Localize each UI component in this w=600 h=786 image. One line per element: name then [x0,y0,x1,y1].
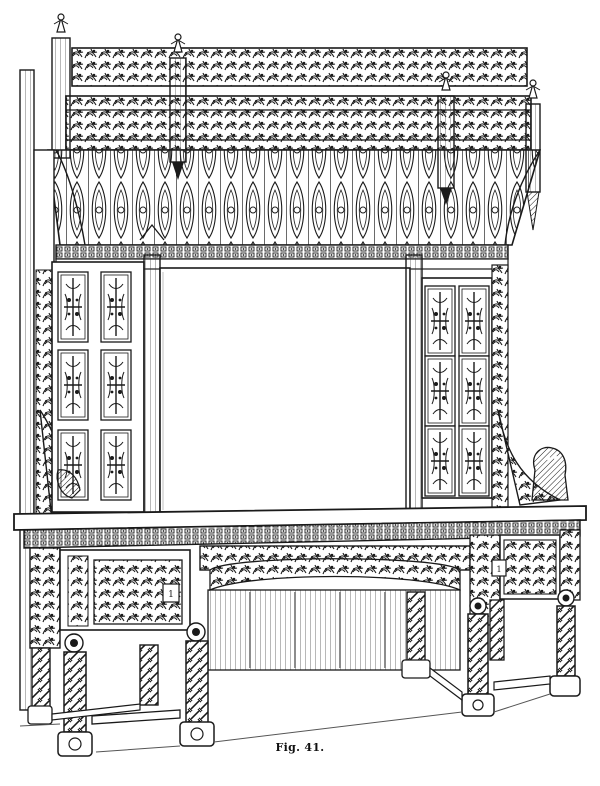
drawer-label-left: 1 [168,590,174,600]
finial-icon [54,14,68,32]
canopy [48,48,540,269]
figure-caption: Fig. 41. [275,741,325,754]
grotesque-figure-icon [532,447,568,500]
drawer-lock-left [163,584,179,602]
drawer-label-right: 1 [496,565,502,574]
right-panel-door [406,255,492,517]
drawer-lock-right [492,560,506,576]
center-mirror-panel [160,268,410,512]
